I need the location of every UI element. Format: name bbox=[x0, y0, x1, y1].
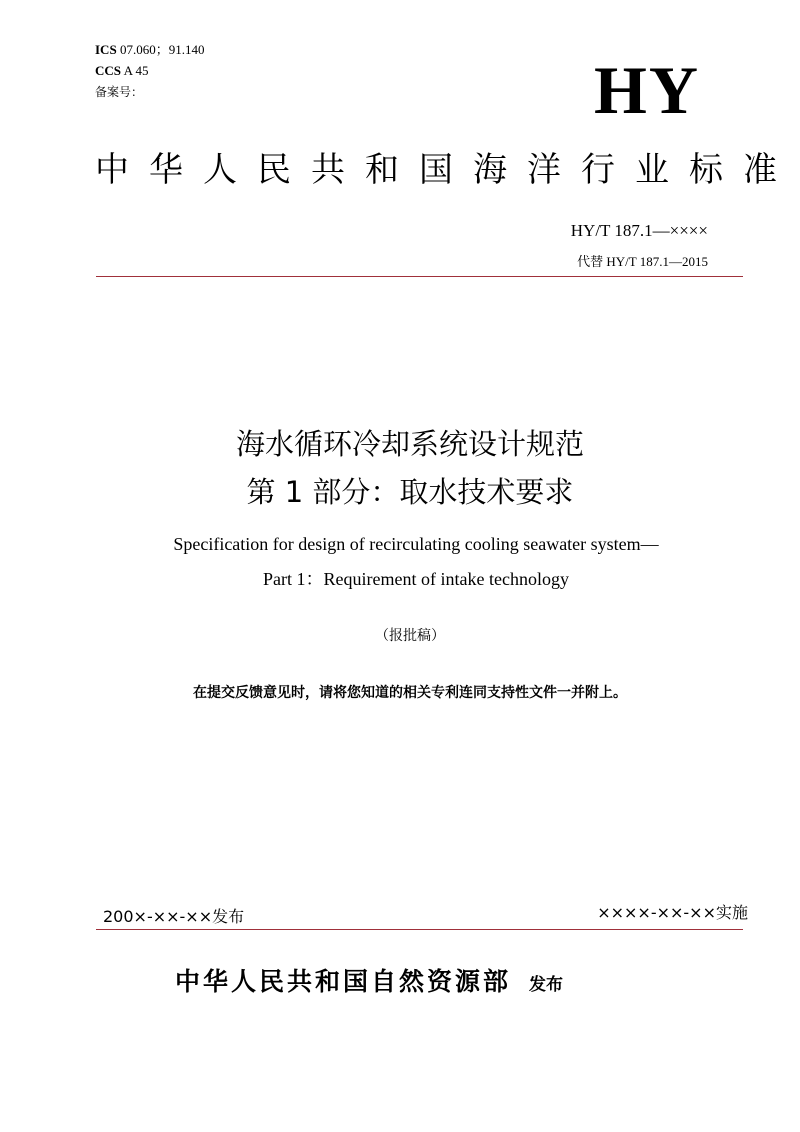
ics-value: 07.060；91.140 bbox=[119, 42, 205, 57]
draft-stage: （报批稿） bbox=[375, 628, 445, 644]
standard-number: HY/T 187.1—×××× bbox=[570, 221, 708, 240]
bottom-divider bbox=[96, 929, 743, 930]
replaces-standard: 代替 HY/T 187.1—2015 bbox=[577, 254, 708, 269]
top-divider bbox=[96, 276, 743, 277]
title-zh-line1: 海水循环冷却系统设计规范 bbox=[235, 427, 584, 461]
ccs-label: CCS bbox=[95, 63, 122, 78]
ccs-value: A 45 bbox=[123, 63, 149, 78]
ics-label: ICS bbox=[95, 42, 117, 57]
filing-number bbox=[95, 82, 143, 102]
issue-date: 200×-××-××发布 bbox=[103, 907, 245, 926]
ics-code bbox=[95, 40, 204, 60]
title-en-line1: Specification for design of recirculating cooling seawater system— bbox=[173, 534, 659, 554]
publisher-organization: 中华人民共和国自然资源部 bbox=[175, 967, 512, 996]
standard-category: 中华人民共和国海洋行业标准 bbox=[95, 150, 797, 190]
publisher-action: 发布 bbox=[529, 975, 564, 995]
hy-logo: HY bbox=[594, 52, 700, 128]
title-en-line2: Part 1：Requirement of intake technology bbox=[263, 569, 569, 589]
publisher bbox=[175, 962, 563, 998]
title-zh-line2: 第 1 部分：取水技术要求 bbox=[246, 475, 574, 509]
patent-notice: 在提交反馈意见时，请将您知道的相关专利连同支持性文件一并附上。 bbox=[193, 685, 627, 701]
implementation-date: ××××-××-××实施 bbox=[597, 903, 748, 922]
filing-label: 备案号： bbox=[95, 85, 144, 99]
ccs-code bbox=[95, 61, 148, 81]
